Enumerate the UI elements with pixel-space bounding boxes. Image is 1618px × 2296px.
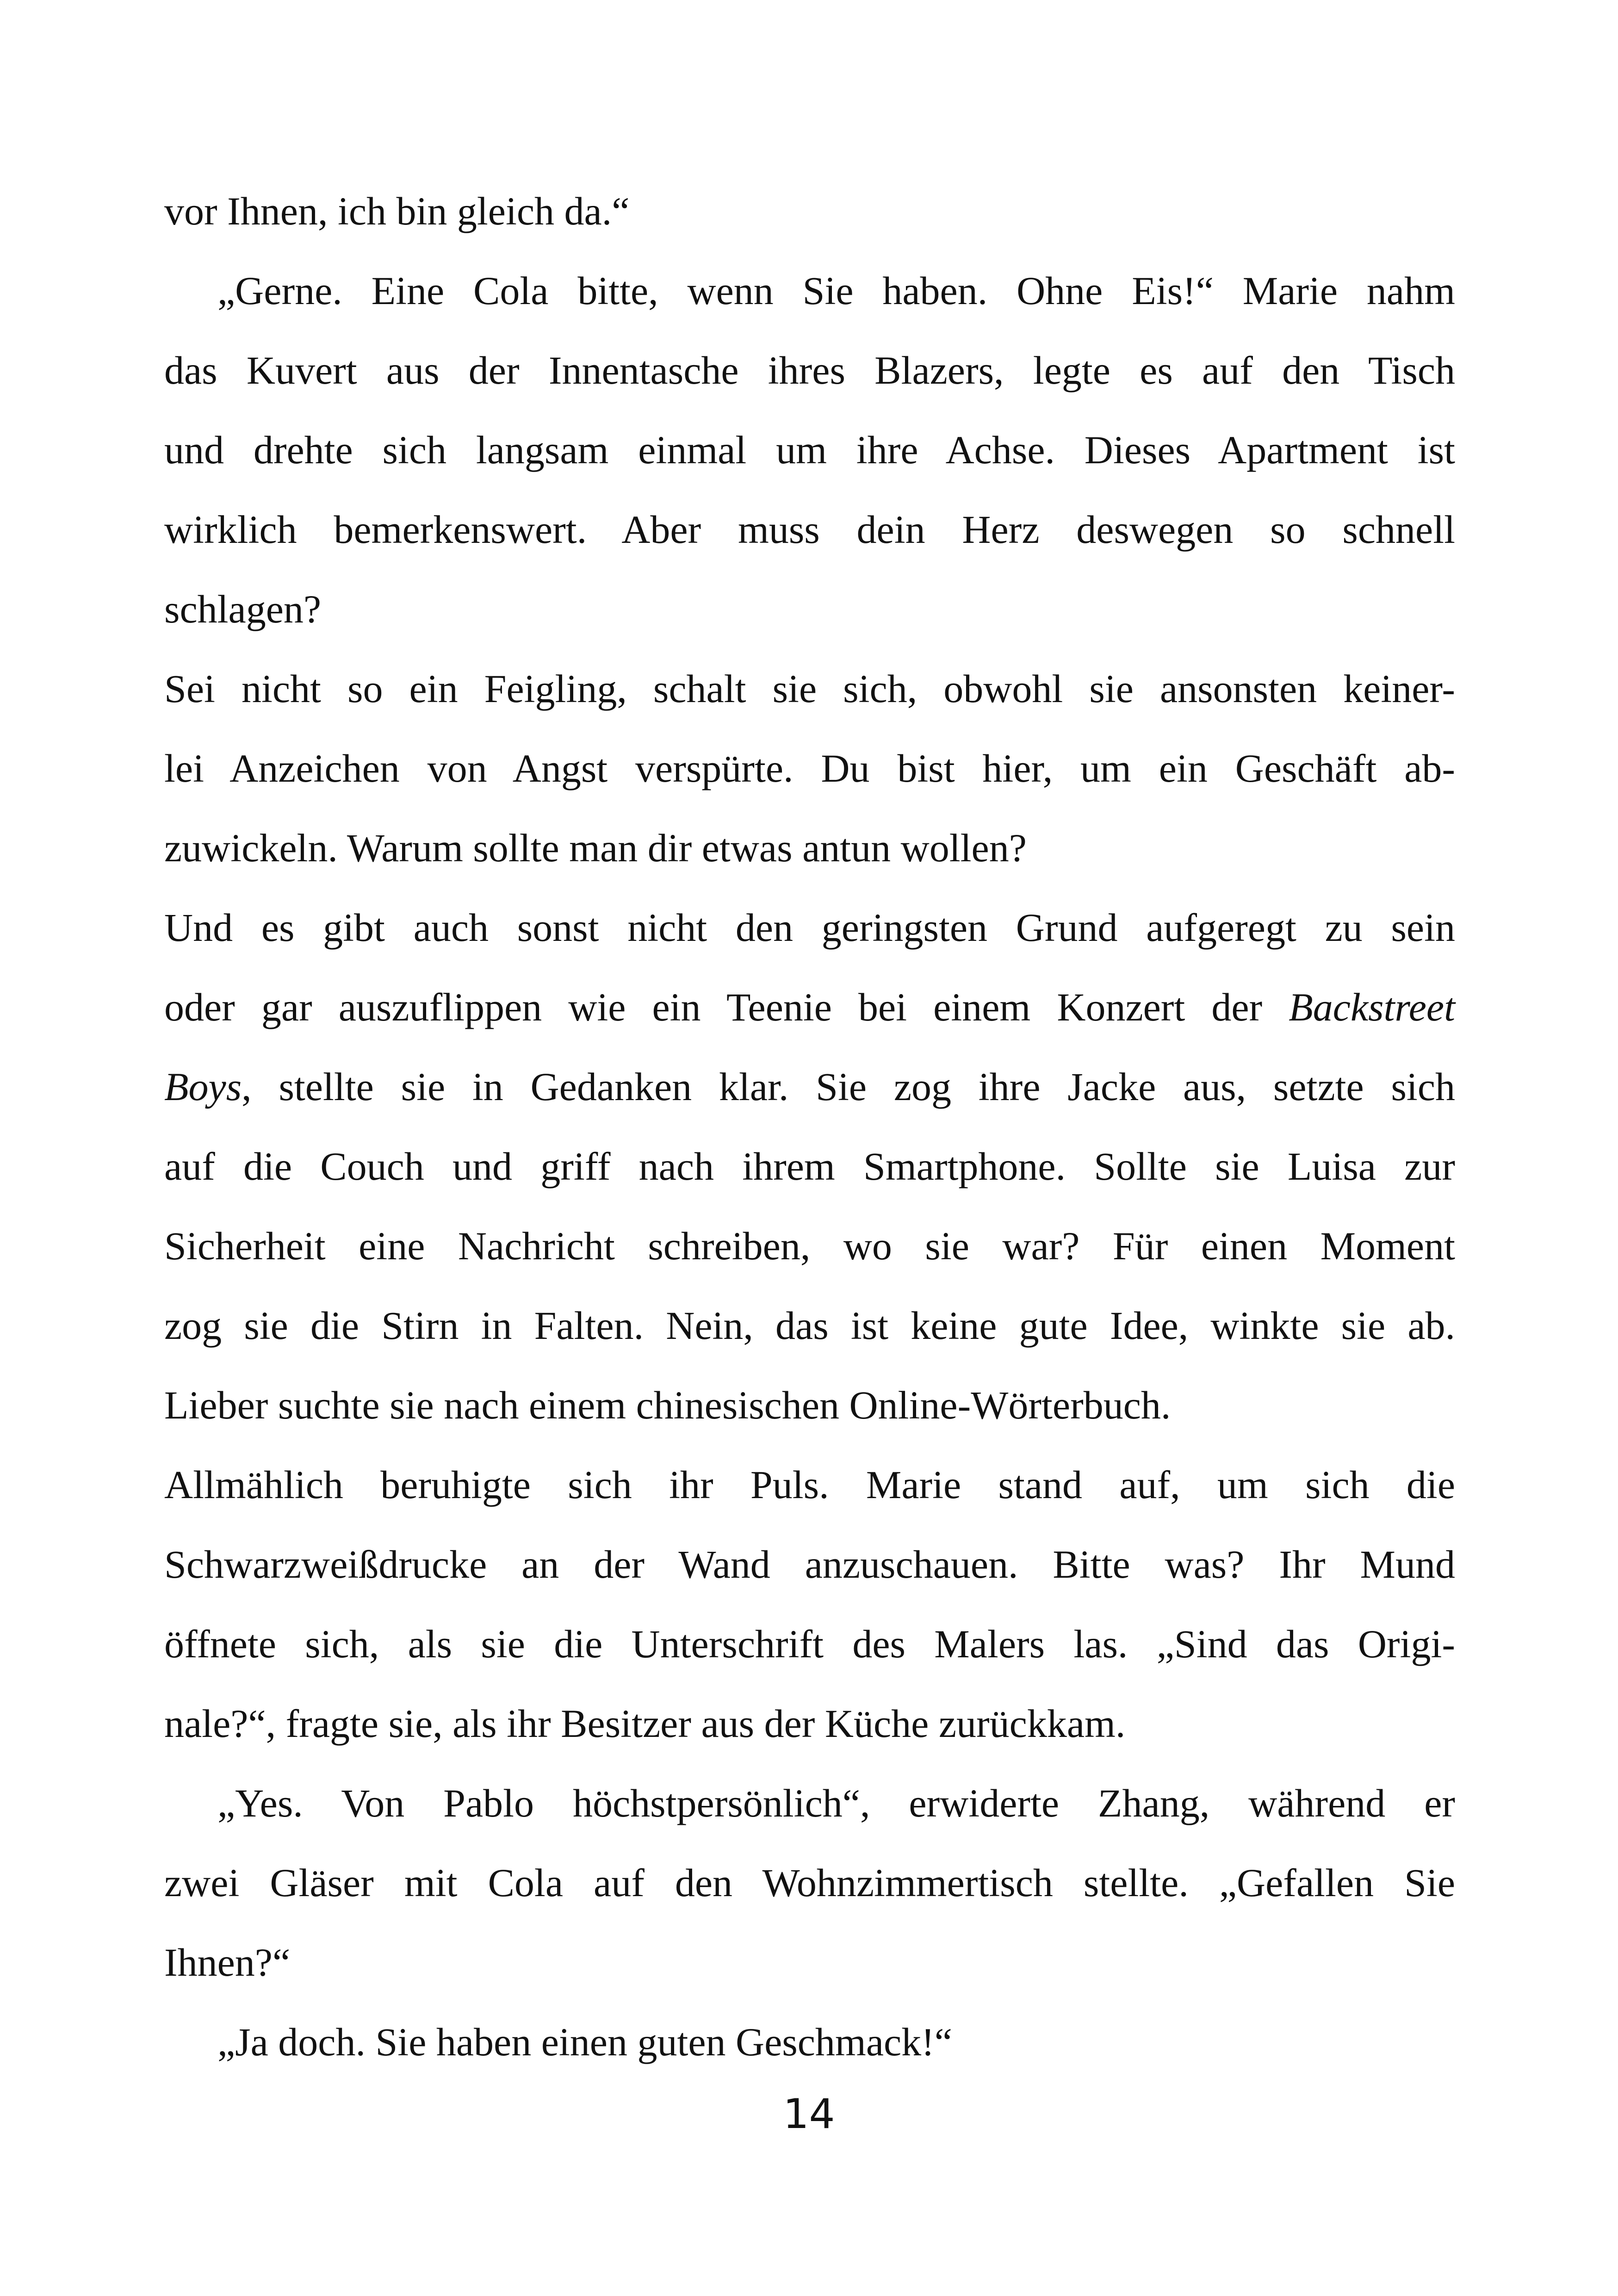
body-text — [164, 171, 1455, 2082]
text-line: Lieber suchte sie nach einem chinesischen Online-Wörterbuch. — [164, 1383, 1171, 1427]
text-line: Ihnen?“ — [164, 1940, 291, 1985]
text-line: schlagen? — [164, 587, 322, 631]
italic-text-run: Backstreet — [1289, 985, 1455, 1029]
text-line: zog sie die Stirn in Falten. Nein, das ist keine gute Idee, winkte sie ab. — [164, 1303, 1455, 1348]
text-line: Schwarzweißdrucke an der Wand anzuschauen. Bitte was? Ihr Mund — [164, 1542, 1455, 1587]
text-line: auf die Couch und griff nach ihrem Smartphone. Sollte sie Luisa zur — [164, 1144, 1455, 1188]
text-line — [164, 967, 1455, 1047]
text-line: das Kuvert aus der Innentasche ihres Blazers, legte es auf den Tisch — [164, 348, 1455, 392]
page-number: 14 — [783, 2090, 835, 2138]
text-line: zuwickeln. Warum sollte man dir etwas antun wollen? — [164, 826, 1027, 870]
text-line: wirklich bemerkenswert. Aber muss dein Herz deswegen so schnell — [164, 507, 1455, 552]
text-line: Und es gibt auch sonst nicht den geringsten Grund aufgeregt zu sein — [164, 905, 1455, 950]
text-line: vor Ihnen, ich bin gleich da.“ — [164, 189, 630, 233]
paragraph — [164, 171, 1455, 251]
text-run: oder gar auszuflippen wie ein Teenie bei einem Konzert der — [164, 985, 1289, 1029]
text-line: lei Anzeichen von Angst verspürte. Du bist hier, um ein Geschäft ab- — [164, 746, 1455, 790]
text-line: und drehte sich langsam einmal um ihre Achse. Dieses Apartment ist — [164, 428, 1455, 472]
paragraph — [164, 251, 1455, 649]
text-line: öffnete sich, als sie die Unterschrift des Malers las. „Sind das Origi- — [164, 1622, 1455, 1666]
text-line: Sei nicht so ein Feigling, schalt sie sich, obwohl sie ansonsten keiner- — [164, 666, 1455, 711]
text-line: „Gerne. Eine Cola bitte, wenn Sie haben. Ohne Eis!“ Marie nahm — [217, 268, 1455, 313]
text-line: Sicherheit eine Nachricht schreiben, wo sie war? Für einen Moment — [164, 1224, 1455, 1268]
text-line: „Ja doch. Sie haben einen guten Geschmack!“ — [217, 2020, 952, 2064]
text-line: nale?“, fragte sie, als ihr Besitzer aus der Küche zurückkam. — [164, 1701, 1126, 1746]
paragraph — [164, 2002, 1455, 2082]
text-run: , stellte sie in Gedanken klar. Sie zog ihre Jacke aus, setzte sich — [242, 1064, 1455, 1109]
text-line — [164, 1047, 1455, 1126]
text-line: zwei Gläser mit Cola auf den Wohnzimmertisch stellte. „Gefallen Sie — [164, 1860, 1455, 1905]
paragraph — [164, 649, 1455, 888]
paragraph — [164, 888, 1455, 1445]
text-line: „Yes. Von Pablo höchstpersönlich“, erwiderte Zhang, während er — [217, 1781, 1455, 1825]
italic-text-run: Boys — [164, 1064, 242, 1109]
paragraph — [164, 1763, 1455, 2002]
paragraph — [164, 1445, 1455, 1763]
text-line: Allmählich beruhigte sich ihr Puls. Marie stand auf, um sich die — [164, 1462, 1455, 1507]
